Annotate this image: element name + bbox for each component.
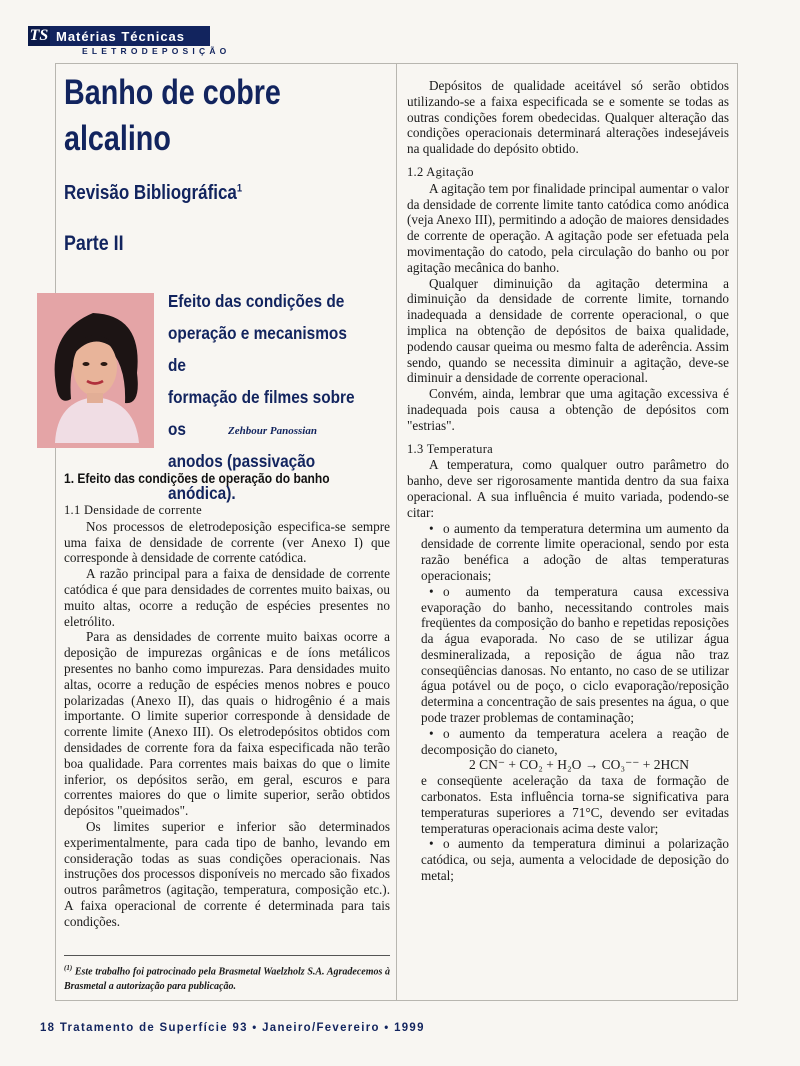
ts-logo: TS [29, 27, 49, 44]
author-photo [37, 293, 154, 448]
article-deck: Efeito das condições de operação e mecanismos de formação de filmes sobre os anodos (passivação anódica). [168, 291, 355, 503]
paragraph: Depósitos de qualidade aceitável só serão obtidos utilizando-se a faixa especificada se e somente se todas as outras condições forem obedecidas. Qualquer alteração das condições operacionais determinará alterações indesejáveis na qualidade do depósito obtido. [407, 78, 729, 157]
paragraph: A temperatura, como qualquer outro parâmetro do banho, deve ser rigorosamente mantida dentro da sua faixa operacional. A sua influência é muito variada, podendo-se citar: [407, 457, 729, 520]
paragraph: Convém, ainda, lembrar que uma agitação excessiva é inadequada pois causa a obtenção de depósitos com "estrias". [407, 386, 729, 433]
footnote-mark: (1) [64, 964, 73, 972]
subsection-1-2-heading: 1.2 Agitação [407, 164, 474, 179]
section-title: Matérias Técnicas [56, 28, 186, 44]
footnote-rule [64, 955, 390, 956]
footnote-text: Este trabalho foi patrocinado pela Brasmetal Waelzholz S.A. Agradecemos à Brasmetal a autorização para publicação. [64, 966, 390, 993]
page-footer: 18 Tratamento de Superfície 93 • Janeiro/Fevereiro • 1999 [40, 1020, 425, 1034]
author-name: Zehbour Panossian [228, 425, 317, 437]
footnote [64, 961, 390, 994]
paragraph: Os limites superior e inferior são determinados experimentalmente, para cada tipo de banho, levando em consideração todas as suas condições operacionais. Nas instruções dos processos disponíveis no mercado são fixados outros parâmetros (agitação, temperatura, composição etc.). A faixa operacional de corrente é determinada para tais condições. [64, 818, 390, 929]
column-divider [396, 63, 397, 1001]
subsection-title: ELETRODEPOSIÇÃO [82, 46, 231, 56]
left-column [64, 503, 390, 930]
subtitle-text: Revisão Bibliográfica [64, 182, 237, 204]
bullet-item: • o aumento da temperatura acelera a reação de decomposição do cianeto, [407, 726, 729, 758]
article-part: Parte II [64, 232, 124, 255]
paragraph: e conseqüente aceleração da taxa de formação de carbonatos. Esta influência torna-se significativa para temperaturas superiores a 71°C, devendo ser evitadas temperaturas operacionais acima deste valor; [421, 773, 729, 836]
paragraph: Qualquer diminuição da agitação determina a diminuição da densidade de corrente limite, tornando inadequada a densidade de corrente operacional, o que implica na obtenção de depósitos de baixa qualidade, podendo causar queima ou mesmo falta de aderência. Assim sendo, quando se necessita diminuir a agitação, deve-se diminuir a densidade de corrente operacional. [407, 275, 729, 386]
article-title: Banho de cobre alcalino [64, 73, 281, 158]
subsection-1-1-heading: 1.1 Densidade de corrente [64, 503, 202, 517]
bullet-item: • o aumento da temperatura diminui a polarização catódica, ou seja, aumenta a velocidade de deposição do metal; [407, 836, 729, 883]
section-1-heading: 1. Efeito das condições de operação do banho [64, 470, 330, 486]
paragraph: A agitação tem por finalidade principal aumentar o valor da densidade de corrente limite tanto catódica como anódica (veja Anexo III), permitindo a adoção de maiores densidades de corrente de operação. A agitação pode ser efetuada pela movimentação do catodo, pela circulação do banho ou por agitação mecânica do banho. [407, 180, 729, 275]
right-column [407, 78, 729, 884]
subtitle-footnote-mark: 1 [236, 182, 243, 195]
subsection-1-3-heading: 1.3 Temperatura [407, 441, 494, 456]
paragraph: Para as densidades de corrente muito baixas ocorre a deposição de impurezas orgânicas e de íons metálicos presentes no banho como impurezas. Para densidades muito altas, ocorre a redução de espécies menos nobres e pouco polarizadas (Anexo II), das quais o hidrogênio é a mais importante. O limite superior corresponde à densidade de corrente limite (Anexo III). Os eletrodepósitos obtidos com densidades de corrente fora da faixa especificada não terão boa qualidade. Para correntes mais baixas do que o limite inferior, os depósitos serão, em geral, escuros e para correntes maiores do que o limite superior, serão obtidos depósitos "queimados". [64, 629, 390, 819]
bullet-item: • o aumento da temperatura determina um aumento da densidade de corrente limite operacional, sendo por esta razão benéfica a adoção de altas temperaturas operacionais; [407, 521, 729, 584]
paragraph: A razão principal para a faixa de densidade de corrente catódica é que para densidades de correntes muito baixas, ou muito altas, ocorre a redução de espécies presentes no eletrólito. [64, 566, 390, 629]
chemical-equation: 2 CN⁻ + CO₂ + H₂O → CO₃⁻⁻ + 2HCN [469, 757, 689, 773]
paragraph: Nos processos de eletrodeposição especifica-se sempre uma faixa de densidade de corrente (ver Anexo I) que corresponde à densidade de corrente catódica. [64, 518, 390, 566]
section-header [28, 26, 210, 46]
article-subtitle [64, 182, 242, 205]
bullet-item: • o aumento da temperatura causa excessiva evaporação do banho, necessitando controles mais freqüentes da composição do banho e repetidas reposições da água evaporada. No caso de se utilizar água desmineralizada, a reposição de água não traz conseqüências danosas. No entanto, no caso de se utilizar água potável ou de poço, o ciclo evaporação/reposição determina a concentração de sais presentes na água, o que pode trazer problemas de contaminação; [407, 584, 729, 726]
